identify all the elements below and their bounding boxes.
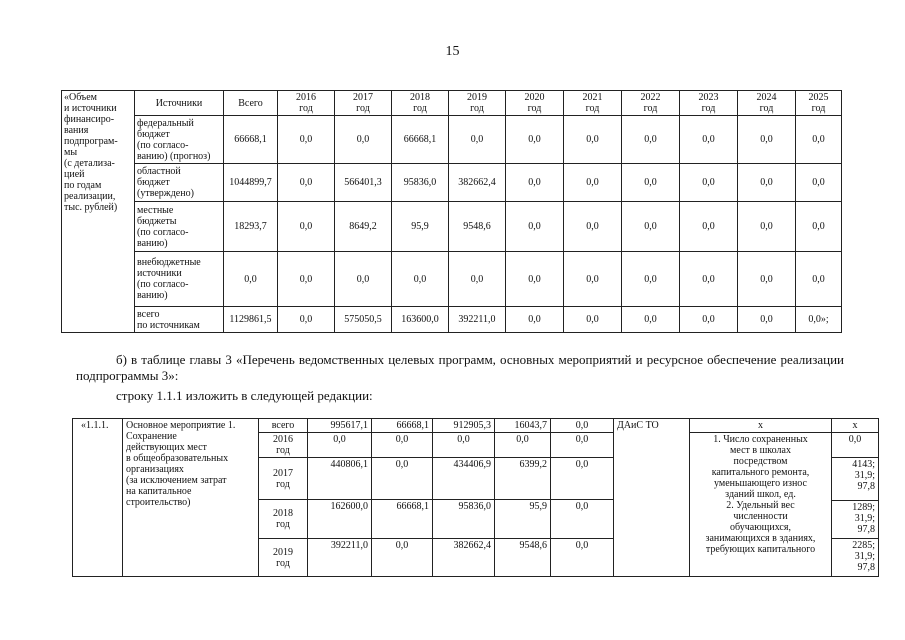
- period-cell: 2019 год: [259, 539, 308, 577]
- value-cell: 0,0: [506, 202, 564, 252]
- value-cell: 0,0: [224, 252, 278, 307]
- value-cell: 0,0: [738, 307, 796, 333]
- value-cell: 0,0: [506, 116, 564, 164]
- indicator-value: 1289; 31,9; 97,8: [832, 501, 879, 539]
- value-cell: 995617,1: [308, 419, 372, 433]
- value-cell: 0,0: [796, 116, 842, 164]
- header-cell: 2019 год: [449, 91, 506, 116]
- value-cell: 0,0: [680, 307, 738, 333]
- value-cell: 0,0: [506, 252, 564, 307]
- value-cell: 95,9: [495, 500, 551, 539]
- value-cell: 0,0: [372, 458, 433, 500]
- value-cell: 0,0: [622, 252, 680, 307]
- period-cell: 2016 год: [259, 433, 308, 458]
- value-cell: 0,0: [392, 252, 449, 307]
- value-cell: 0,0: [335, 252, 392, 307]
- table-row: [62, 116, 842, 164]
- indicator-text: 1. Число сохраненных мест в школах посредством капитального ремонта, уменьшающего износ зданий школ, ед. 2. Удельный вес численности обучающихся, занимающихся в зданиях, требующих капитального: [690, 433, 832, 577]
- indicator-header-cell: х: [690, 419, 832, 433]
- value-cell: 0,0: [506, 307, 564, 333]
- value-cell: 0,0: [278, 307, 335, 333]
- header-cell: 2018 год: [392, 91, 449, 116]
- value-cell: 0,0: [551, 458, 614, 500]
- value-cell: 1044899,7: [224, 164, 278, 202]
- page-number: 15: [445, 44, 460, 59]
- value-cell: 95836,0: [392, 164, 449, 202]
- value-cell: 0,0: [622, 116, 680, 164]
- value-cell: 575050,5: [335, 307, 392, 333]
- value-cell: 434406,9: [433, 458, 495, 500]
- value-cell: 0,0: [495, 433, 551, 458]
- header-cell: 2021 год: [564, 91, 622, 116]
- value-cell: 0,0: [796, 202, 842, 252]
- indicator-value: 2285; 31,9; 97,8: [832, 539, 879, 577]
- indicator-value: 4143; 31,9; 97,8: [832, 458, 879, 501]
- value-cell: 0,0: [738, 164, 796, 202]
- value-cell: 16043,7: [495, 419, 551, 433]
- period-cell: 2018 год: [259, 500, 308, 539]
- value-cell: 66668,1: [372, 500, 433, 539]
- value-cell: 0,0: [680, 252, 738, 307]
- source-cell: областной бюджет (утверждено): [135, 164, 224, 202]
- source-cell: местные бюджеты (по согласо- ванию): [135, 202, 224, 252]
- value-cell: 163600,0: [392, 307, 449, 333]
- table-row: [62, 202, 842, 252]
- period-cell: всего: [259, 419, 308, 433]
- value-cell: 0,0: [564, 116, 622, 164]
- measure-name: Основное мероприятие 1. Сохранение действующих мест в общеобразовательных организациях (за исключением затрат на капитальное строительство): [123, 419, 259, 577]
- header-cell: 2024 год: [738, 91, 796, 116]
- table-row: [62, 307, 842, 333]
- value-cell: 0,0: [796, 164, 842, 202]
- value-cell: 0,0: [551, 433, 614, 458]
- value-cell: 0,0: [433, 433, 495, 458]
- value-cell: 0,0»;: [796, 307, 842, 333]
- value-cell: 382662,4: [433, 539, 495, 577]
- table-row: [62, 164, 842, 202]
- header-cell: 2022 год: [622, 91, 680, 116]
- period-cell: 2017 год: [259, 458, 308, 500]
- table-header-row: [62, 91, 842, 116]
- value-cell: 0,0: [564, 252, 622, 307]
- value-cell: 0,0: [278, 164, 335, 202]
- value-cell: 0,0: [551, 500, 614, 539]
- value-cell: 0,0: [680, 202, 738, 252]
- source-cell: всего по источникам: [135, 307, 224, 333]
- amendment-instruction: строку 1.1.1 изложить в следующей редакции:: [116, 388, 373, 403]
- value-cell: 0,0: [372, 539, 433, 577]
- value-cell: 66668,1: [372, 419, 433, 433]
- value-cell: 0,0: [449, 116, 506, 164]
- value-cell: 0,0: [738, 252, 796, 307]
- value-cell: 566401,3: [335, 164, 392, 202]
- value-cell: 0,0: [278, 202, 335, 252]
- value-cell: 0,0: [622, 307, 680, 333]
- value-cell: 8649,2: [335, 202, 392, 252]
- header-cell: 2025 год: [796, 91, 842, 116]
- amendment-paragraph-b: б) в таблице главы 3 «Перечень ведомственных целевых программ, основных мероприятий и ресурсное обеспечение реализации подпрограммы 3»:: [76, 352, 844, 383]
- value-cell: 162600,0: [308, 500, 372, 539]
- value-cell: 95836,0: [433, 500, 495, 539]
- value-cell: 0,0: [622, 164, 680, 202]
- header-cell: 2020 год: [506, 91, 564, 116]
- value-cell: 392211,0: [308, 539, 372, 577]
- value-cell: 18293,7: [224, 202, 278, 252]
- executor-cell: ДАиС ТО: [614, 419, 690, 577]
- value-cell: 0,0: [308, 433, 372, 458]
- indicator-value: 0,0: [832, 433, 879, 458]
- value-cell: 0,0: [551, 419, 614, 433]
- value-cell: 0,0: [278, 252, 335, 307]
- value-cell: 440806,1: [308, 458, 372, 500]
- measures-table: [72, 418, 879, 577]
- measure-code: «1.1.1.: [73, 419, 123, 577]
- value-cell: 0,0: [796, 252, 842, 307]
- header-cell: Источники: [135, 91, 224, 116]
- value-cell: 0,0: [680, 164, 738, 202]
- indicator-value-header-cell: х: [832, 419, 879, 433]
- header-cell: 2023 год: [680, 91, 738, 116]
- value-cell: 382662,4: [449, 164, 506, 202]
- source-cell: федеральный бюджет (по согласо- ванию) (прогноз): [135, 116, 224, 164]
- header-cell: Всего: [224, 91, 278, 116]
- table-row: [73, 419, 879, 433]
- value-cell: 392211,0: [449, 307, 506, 333]
- value-cell: 0,0: [564, 164, 622, 202]
- value-cell: 9548,6: [449, 202, 506, 252]
- value-cell: 0,0: [622, 202, 680, 252]
- value-cell: 1129861,5: [224, 307, 278, 333]
- value-cell: 0,0: [738, 116, 796, 164]
- value-cell: 0,0: [372, 433, 433, 458]
- value-cell: 0,0: [680, 116, 738, 164]
- value-cell: 0,0: [551, 539, 614, 577]
- value-cell: 912905,3: [433, 419, 495, 433]
- header-cell: 2017 год: [335, 91, 392, 116]
- financing-table: [61, 90, 842, 333]
- value-cell: 66668,1: [392, 116, 449, 164]
- table-row: [62, 252, 842, 307]
- value-cell: 0,0: [564, 307, 622, 333]
- value-cell: 0,0: [506, 164, 564, 202]
- financing-row-label: «Объем и источники финансиро- вания подпрограм- мы (с детализа- цией по годам реализации, тыс. рублей): [62, 91, 135, 333]
- value-cell: 66668,1: [224, 116, 278, 164]
- value-cell: 0,0: [335, 116, 392, 164]
- value-cell: 9548,6: [495, 539, 551, 577]
- value-cell: 0,0: [278, 116, 335, 164]
- header-cell: 2016 год: [278, 91, 335, 116]
- source-cell: внебюджетные источники (по согласо- ванию): [135, 252, 224, 307]
- value-cell: 6399,2: [495, 458, 551, 500]
- value-cell: 0,0: [449, 252, 506, 307]
- value-cell: 95,9: [392, 202, 449, 252]
- value-cell: 0,0: [564, 202, 622, 252]
- value-cell: 0,0: [738, 202, 796, 252]
